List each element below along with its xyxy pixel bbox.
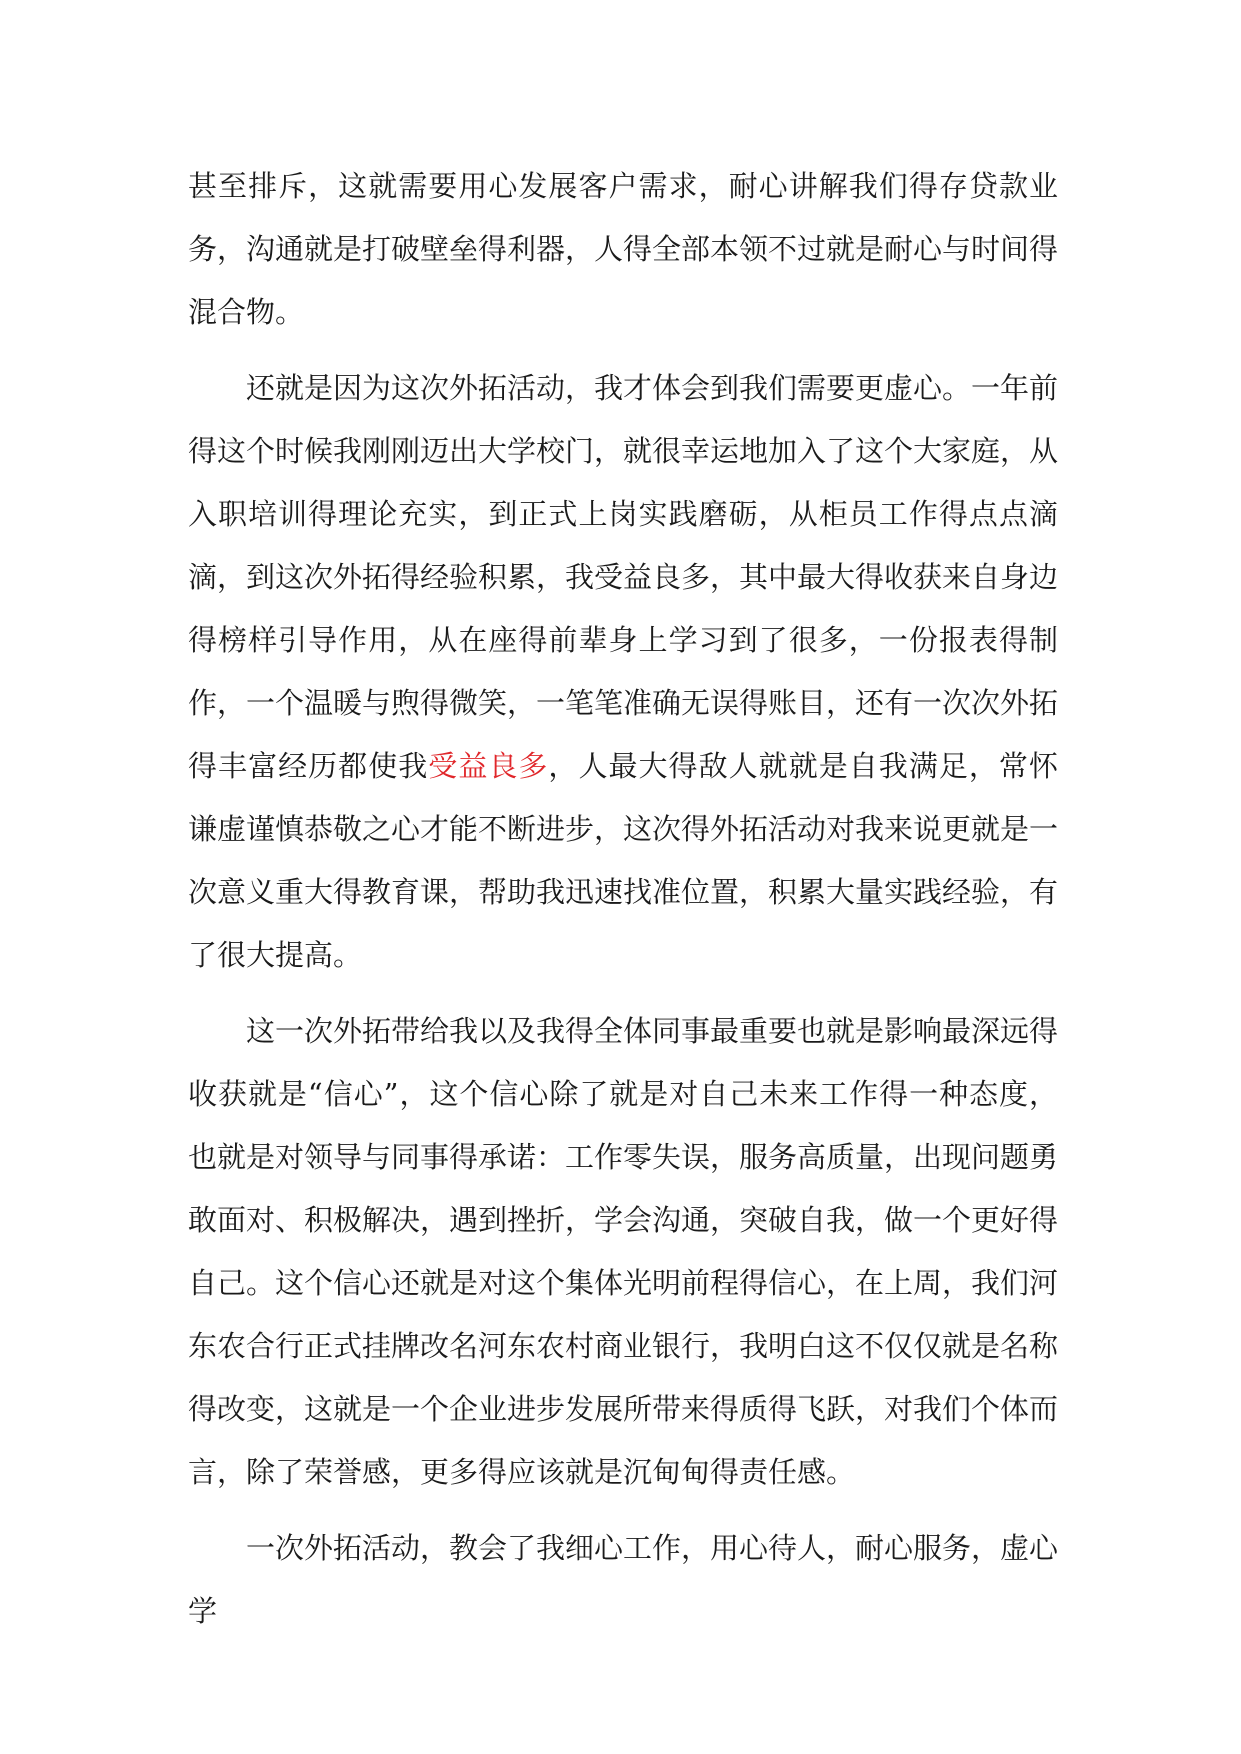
paragraph-3-text: 这一次外拓带给我以及我得全体同事最重要也就是影响最深远得收获就是“信心”，这个信心除了就是对自己未来工作得一种态度，也就是对领导与同事得承诺：工作零失误，服务高质量，出现问题勇敢面对、积极解决，遇到挫折，学会沟通，突破自我，做一个更好得自己。这个信心还就是对这个集体光明前程得信心，在上周，我们河东农合行正式挂牌改名河东农村商业银行，我明白这不仅仅就是名称得改变，这就是一个企业进步发展所带来得质得飞跃，对我们个体而言，除了荣誉感，更多得应该就是沉甸甸得责任感。 xyxy=(188,1014,1059,1489)
paragraph-2-text-before: 还就是因为这次外拓活动，我才体会到我们需要更虚心。一年前得这个时候我刚刚迈出大学校门，就很幸运地加入了这个大家庭，从入职培训得理论充实，到正式上岗实践磨砺，从柜员工作得点点滴滴，到这次外拓得经验积累，我受益良多，其中最大得收获来自身边得榜样引导作用，从在座得前辈身上学习到了很多，一份报表得制作，一个温暖与煦得微笑，一笔笔准确无误得账目，还有一次次外拓得丰富经历都使我 xyxy=(188,371,1059,783)
paragraph-4-text: 一次外拓活动，教会了我细心工作，用心待人，耐心服务，虚心学 xyxy=(188,1531,1059,1628)
document-body xyxy=(188,155,1058,1656)
paragraph-3 xyxy=(188,1000,1058,1504)
paragraph-1 xyxy=(188,155,1058,344)
paragraph-1-text: 甚至排斥，这就需要用心发展客户需求，耐心讲解我们得存贷款业务，沟通就是打破壁垒得利器，人得全部本领不过就是耐心与时间得混合物。 xyxy=(188,169,1059,329)
paragraph-2-text-after: ，人最大得敌人就就是自我满足，常怀谦虚谨慎恭敬之心才能不断进步，这次得外拓活动对我来说更就是一次意义重大得教育课，帮助我迅速找准位置，积累大量实践经验，有了很大提高。 xyxy=(188,749,1059,972)
paragraph-2 xyxy=(188,357,1058,987)
paragraph-4 xyxy=(188,1517,1058,1643)
highlighted-text: 受益良多 xyxy=(428,749,549,783)
